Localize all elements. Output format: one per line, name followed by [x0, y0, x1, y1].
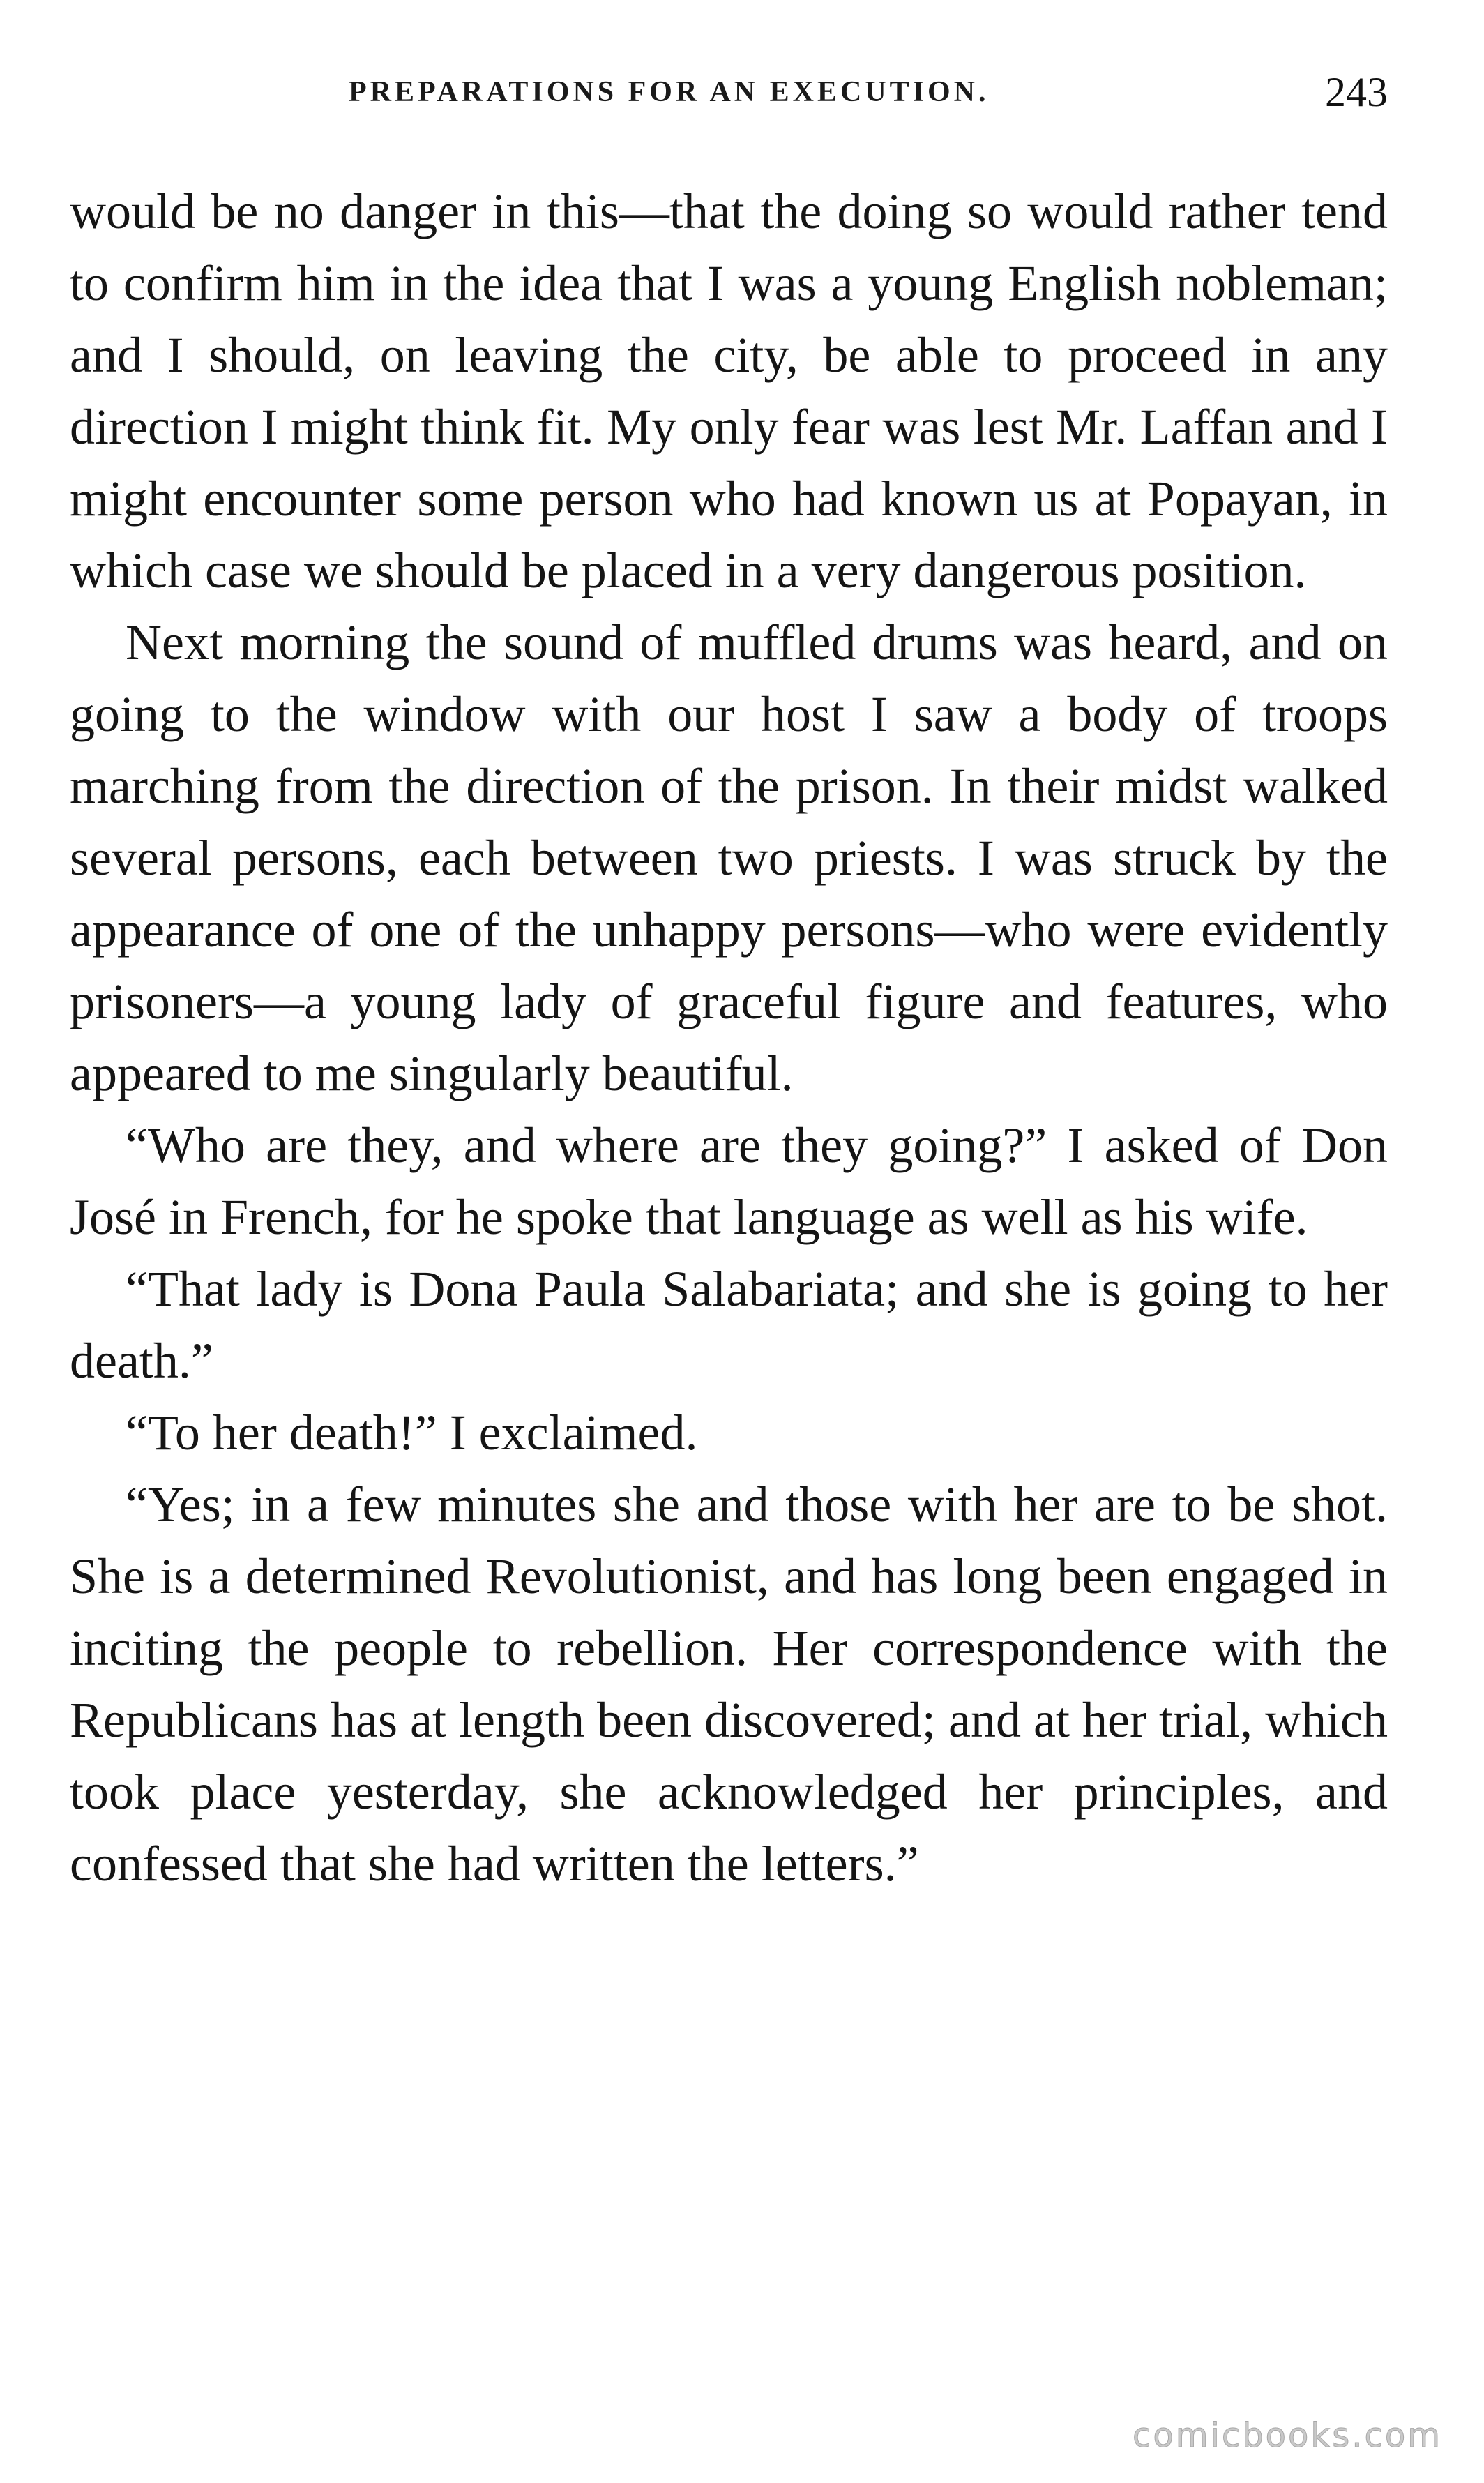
paragraph-continuation: would be no danger in this—that the doing so would rather tend to confirm him in the idea that I was a young English nobleman; and I should, on leaving the city, be able to proceed in any direction I might think fit. My only fear was lest Mr. Laffan and I might encounter some person who had known us at Popayan, in which case we should be placed in a very dangerous position. [70, 183, 1388, 598]
paragraph-question: “Who are they, and where are they going?” I asked of Don José in French, for he spoke that language as well as his wife. [70, 1117, 1388, 1245]
running-title: PREPARATIONS FOR AN EXECUTION. [349, 76, 990, 108]
paragraph-explanation: “Yes; in a few minutes she and those with her are to be shot. She is a determined Revolutionist, and has long been engaged in inciting the people to rebellion. Her correspondence with the Republicans has at length been discovered; and at her trial, which took place yesterday, she acknowledged her principles, and confessed that she had written the letters.” [70, 1477, 1388, 1892]
paragraph-lady: “That lady is Dona Paula Salabariata; and she is going to her death.” [70, 1261, 1388, 1389]
watermark-text: comicbooks.com [1132, 2416, 1442, 2455]
paragraph-drums: Next morning the sound of muffled drums was heard, and on going to the window with our host I saw a body of troops marching from the direction of the prison. In their midst walked several persons, each between two priests. I was struck by the appearance of one of the unhappy persons—who were evidently prisoners—a young lady of graceful figure and features, who appeared to me singularly beautiful. [70, 614, 1388, 1101]
body-text [70, 176, 1388, 1900]
paragraph-exclaim: “To her death!” I exclaimed. [126, 1405, 698, 1461]
page-number: 243 [1325, 69, 1388, 115]
running-head [349, 68, 1388, 124]
